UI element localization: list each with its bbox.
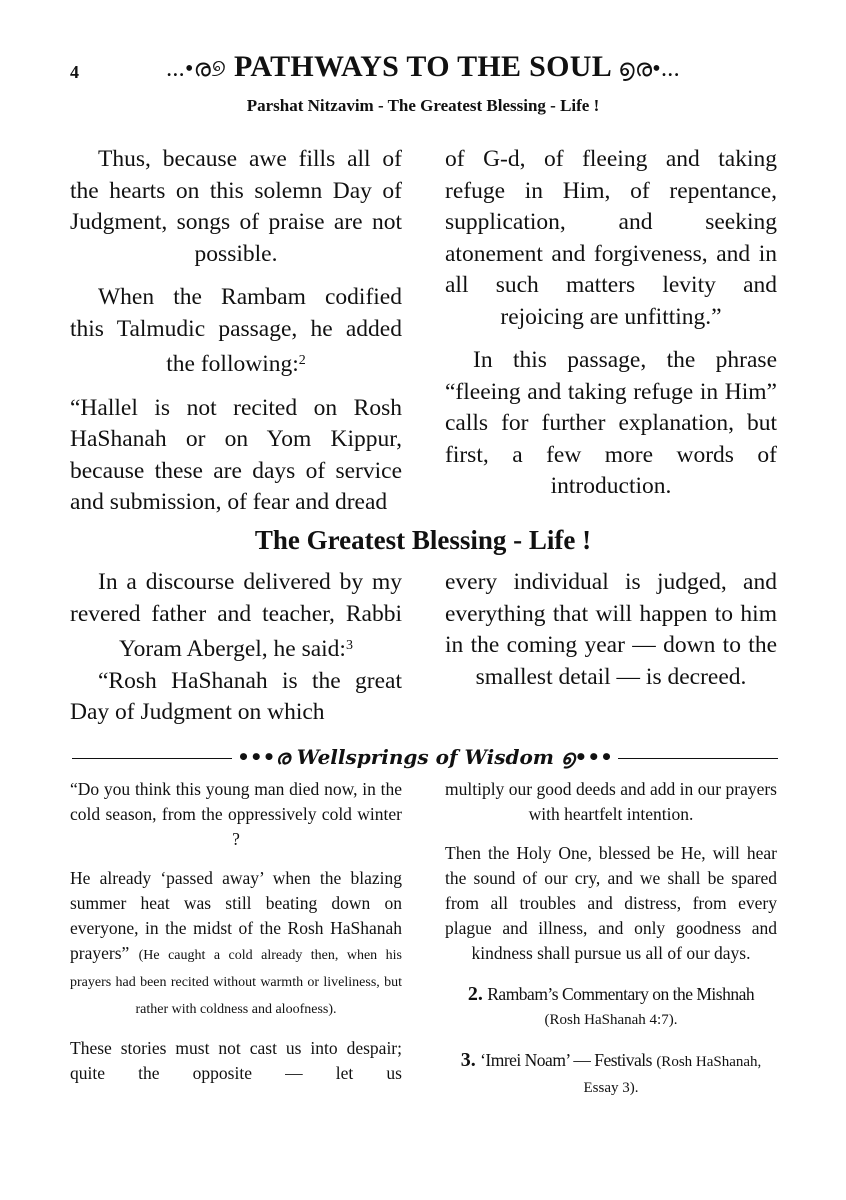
divider-label: •••ര Wellsprings of Wisdom ൭••• [237, 745, 613, 769]
paragraph: “Hallel is not recited on Rosh HaShanah or on Yom Kippur, because these are days of service and submission, of fear and dread [70, 394, 402, 515]
chapter-subtitle: Parshat Nitzavim - The Greatest Blessing - Life ! [246, 96, 600, 115]
divider-line [72, 758, 232, 759]
page-number: 4 [70, 62, 79, 82]
divider-line [618, 758, 778, 759]
mid-left-column [70, 567, 402, 729]
top-left-column [70, 144, 402, 519]
paragraph: He already ‘passed away’ when the blazing summer heat was still beating down on everyone, in the midst of the Rosh HaShanah prayers” (He caught a cold already then, when his prayers had been recited without warmth or liveliness, but rather with coldness and aloofness). [70, 868, 402, 1017]
mid-right-column [445, 567, 777, 693]
ornament-right-icon: ൭••• [560, 745, 613, 769]
paragraph: These stories must not cast us into despair; quite the opposite — let us [70, 1038, 402, 1083]
footnote: 2. Rambam’s Commentary on the Mishnah (Rosh HaShanah 4:7). [467, 983, 755, 1028]
top-right-column [445, 144, 777, 503]
paragraph: In this passage, the phrase “fleeing and taking refuge in Him” calls for further explanation, but first, a few more words of introduction. [445, 347, 777, 499]
footnote-ref: 2 [298, 353, 306, 368]
footnotes [445, 982, 777, 1100]
bottom-left-column [70, 777, 402, 1086]
ornament-right-icon: ൭ര•... [618, 56, 680, 82]
paragraph: Thus, because awe fills all of the hearts on this solemn Day of Judgment, songs of praise are not possible. [70, 146, 402, 267]
footnote-ref: 3 [345, 638, 353, 653]
bottom-right-column [445, 777, 777, 1100]
paragraph: multiply our good deeds and add in our prayers with heartfelt intention. [445, 779, 777, 824]
ornament-left-icon: •••ര [237, 745, 290, 769]
paragraph: of G-d, of fleeing and taking refuge in Him, of repentance, supplication, and seeking atonement and forgiveness, and in all such matters levity and rejoicing are unfitting.” [445, 146, 777, 330]
wellsprings-divider [72, 745, 778, 773]
footnote: 3. ‘Imrei Noam’ — Festivals (Rosh HaShanah, Essay 3). [460, 1049, 762, 1096]
paragraph: “Do you think this young man died now, in the cold season, from the oppressively cold winter ? [70, 779, 402, 849]
book-title: PATHWAYS TO THE SOUL [233, 50, 611, 83]
parenthetical-note: (He caught a cold already then, when his prayers had been recited without warmth or liveliness, but rather with coldness and aloofness). [70, 948, 402, 1017]
paragraph: When the Rambam codified this Talmudic passage, he added the following:$^2$ [70, 284, 402, 377]
section-heading: The Greatest Blessing - Life ! [254, 525, 592, 555]
running-title [130, 50, 716, 84]
paragraph: “Rosh HaShanah is the great Day of Judgment on which [70, 667, 402, 725]
paragraph: In a discourse delivered by my revered father and teacher, Rabbi Yoram Abergel, he said:$^3$ [70, 569, 402, 662]
paragraph: Then the Holy One, blessed be He, will hear the sound of our cry, and we shall be spared from all troubles and distress, from every plague and illness, and only goodness and kindness shall pursue us all of our days. [445, 843, 777, 963]
ornament-left-icon: ...•ര୭ [166, 56, 227, 82]
paragraph: every individual is judged, and everything that will happen to him in the coming year — down to the smallest detail — is decreed. [445, 569, 777, 690]
